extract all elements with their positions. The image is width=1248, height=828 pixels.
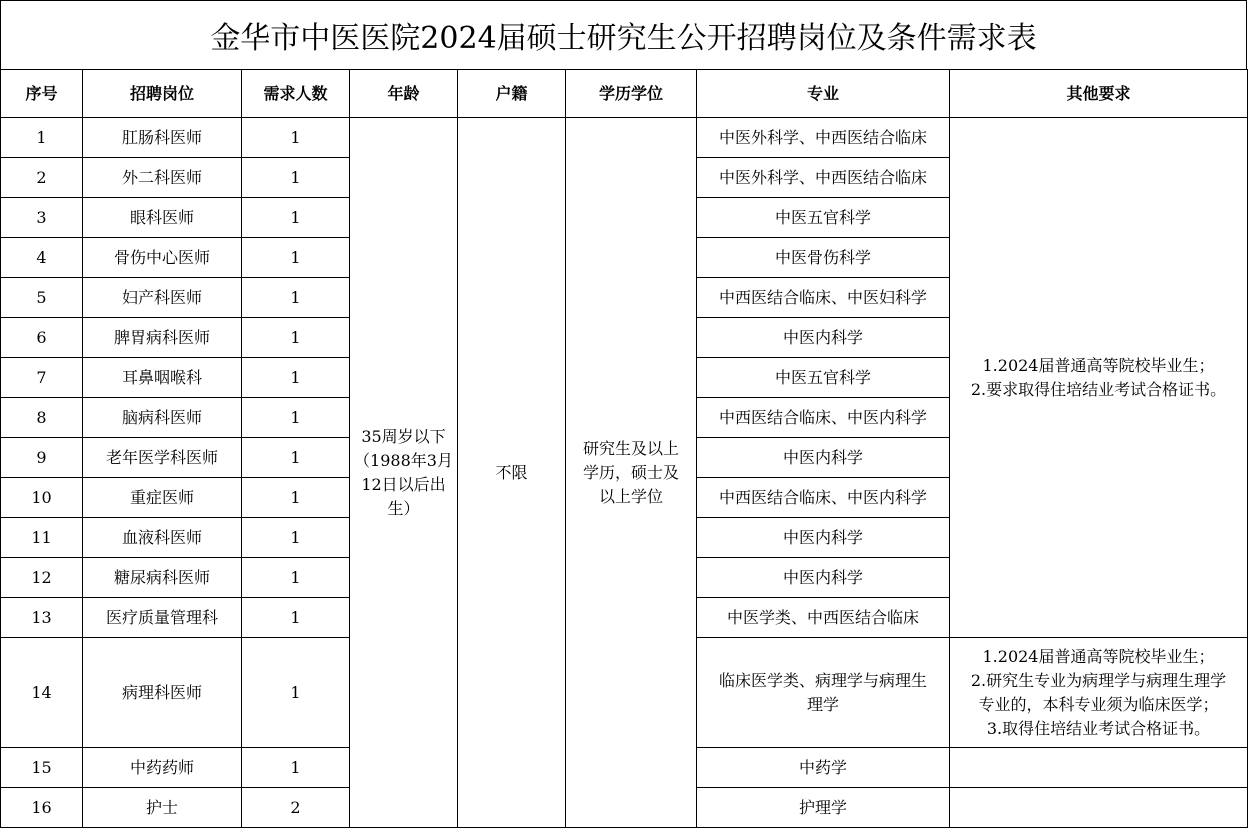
row-count: 1: [242, 478, 350, 518]
row-no: 8: [1, 398, 83, 438]
row-major: 中西医结合临床、中医内科学: [697, 398, 950, 438]
header-row: [1, 70, 1248, 118]
row-major: 中医内科学: [697, 518, 950, 558]
row-no: 11: [1, 518, 83, 558]
row-major: 中医五官科学: [697, 358, 950, 398]
row-no: 5: [1, 278, 83, 318]
row-count: 1: [242, 158, 350, 198]
header-position: 招聘岗位: [83, 70, 242, 118]
row-position: 外二科医师: [83, 158, 242, 198]
row-count: 1: [242, 358, 350, 398]
education-line: 学历，硕士及: [582, 462, 679, 482]
header-education: 学历学位: [566, 70, 697, 118]
row-count: 1: [242, 398, 350, 438]
row-major: 中医内科学: [697, 438, 950, 478]
header-count: 需求人数: [242, 70, 350, 118]
other-requirements-b: [950, 638, 1248, 748]
education-cell: [566, 118, 697, 828]
row-major: 中医学类、中西医结合临床: [697, 598, 950, 638]
row-no: 4: [1, 238, 83, 278]
requirement-line: 2.要求取得住培结业考试合格证书。: [970, 379, 1227, 399]
row-no: 14: [1, 638, 83, 748]
row-position: 妇产科医师: [83, 278, 242, 318]
row-no: 15: [1, 748, 83, 788]
row-position: 耳鼻咽喉科: [83, 358, 242, 398]
row-position: 脑病科医师: [83, 398, 242, 438]
age-cell: [350, 118, 458, 828]
major-line: 理学: [806, 694, 839, 714]
header-major: 专业: [697, 70, 950, 118]
header-no: 序号: [1, 70, 83, 118]
row-count: 1: [242, 518, 350, 558]
major-line: 临床医学类、病理学与病理生: [718, 670, 927, 690]
age-line: （1988年3月: [354, 450, 453, 470]
header-age: 年龄: [350, 70, 458, 118]
row-no: 3: [1, 198, 83, 238]
row-position: 护士: [83, 788, 242, 828]
row-no: 9: [1, 438, 83, 478]
row-count: 1: [242, 198, 350, 238]
requirement-line: 2.研究生专业为病理学与病理生理学: [970, 670, 1227, 690]
row-position: 血液科医师: [83, 518, 242, 558]
education-line: 以上学位: [598, 486, 663, 506]
requirement-line: 1.2024届普通高等院校毕业生；: [982, 355, 1215, 375]
row-major: [697, 638, 950, 748]
requirement-line: 1.2024届普通高等院校毕业生；: [982, 646, 1215, 666]
row-position: 糖尿病科医师: [83, 558, 242, 598]
row-no: 2: [1, 158, 83, 198]
row-no: 6: [1, 318, 83, 358]
row-major: 中医外科学、中西医结合临床: [697, 118, 950, 158]
row-count: 1: [242, 638, 350, 748]
row-position: 中药药师: [83, 748, 242, 788]
row-position: 老年医学科医师: [83, 438, 242, 478]
row-count: 1: [242, 598, 350, 638]
row-major: 中西医结合临床、中医内科学: [697, 478, 950, 518]
row-no: 7: [1, 358, 83, 398]
row-position: 重症医师: [83, 478, 242, 518]
row-position: 病理科医师: [83, 638, 242, 748]
row-major: 护理学: [697, 788, 950, 828]
requirement-line: 3.取得住培结业考试合格证书。: [986, 718, 1211, 738]
row-position: 脾胃病科医师: [83, 318, 242, 358]
row-major: 中医骨伤科学: [697, 238, 950, 278]
row-major: 中医外科学、中西医结合临床: [697, 158, 950, 198]
row-other-empty: [950, 788, 1248, 828]
page-title: 金华市中医医院2024届硕士研究生公开招聘岗位及条件需求表: [0, 0, 1247, 70]
row-count: 1: [242, 438, 350, 478]
row-count: 1: [242, 238, 350, 278]
age-line: 生）: [387, 498, 420, 518]
header-hukou: 户籍: [458, 70, 566, 118]
row-major: 中药学: [697, 748, 950, 788]
row-count: 1: [242, 278, 350, 318]
recruitment-table: [0, 69, 1248, 828]
row-major: 中西医结合临床、中医妇科学: [697, 278, 950, 318]
age-line: 35周岁以下: [361, 426, 446, 446]
row-count: 1: [242, 748, 350, 788]
row-major: 中医五官科学: [697, 198, 950, 238]
other-requirements-a: [950, 118, 1248, 638]
education-line: 研究生及以上: [582, 438, 679, 458]
row-major: 中医内科学: [697, 558, 950, 598]
row-count: 1: [242, 118, 350, 158]
row-position: 医疗质量管理科: [83, 598, 242, 638]
row-position: 肛肠科医师: [83, 118, 242, 158]
row-position: 骨伤中心医师: [83, 238, 242, 278]
row-major: 中医内科学: [697, 318, 950, 358]
table-row: [1, 118, 1248, 158]
row-no: 13: [1, 598, 83, 638]
row-count: 1: [242, 318, 350, 358]
requirement-line: 专业的，本科专业须为临床医学；: [978, 694, 1219, 714]
row-no: 12: [1, 558, 83, 598]
row-no: 16: [1, 788, 83, 828]
row-other-empty: [950, 748, 1248, 788]
age-line: 12日以后出: [361, 474, 446, 494]
row-no: 1: [1, 118, 83, 158]
header-other: 其他要求: [950, 70, 1248, 118]
row-count: 2: [242, 788, 350, 828]
hukou-cell: 不限: [458, 118, 566, 828]
row-no: 10: [1, 478, 83, 518]
row-count: 1: [242, 558, 350, 598]
row-position: 眼科医师: [83, 198, 242, 238]
